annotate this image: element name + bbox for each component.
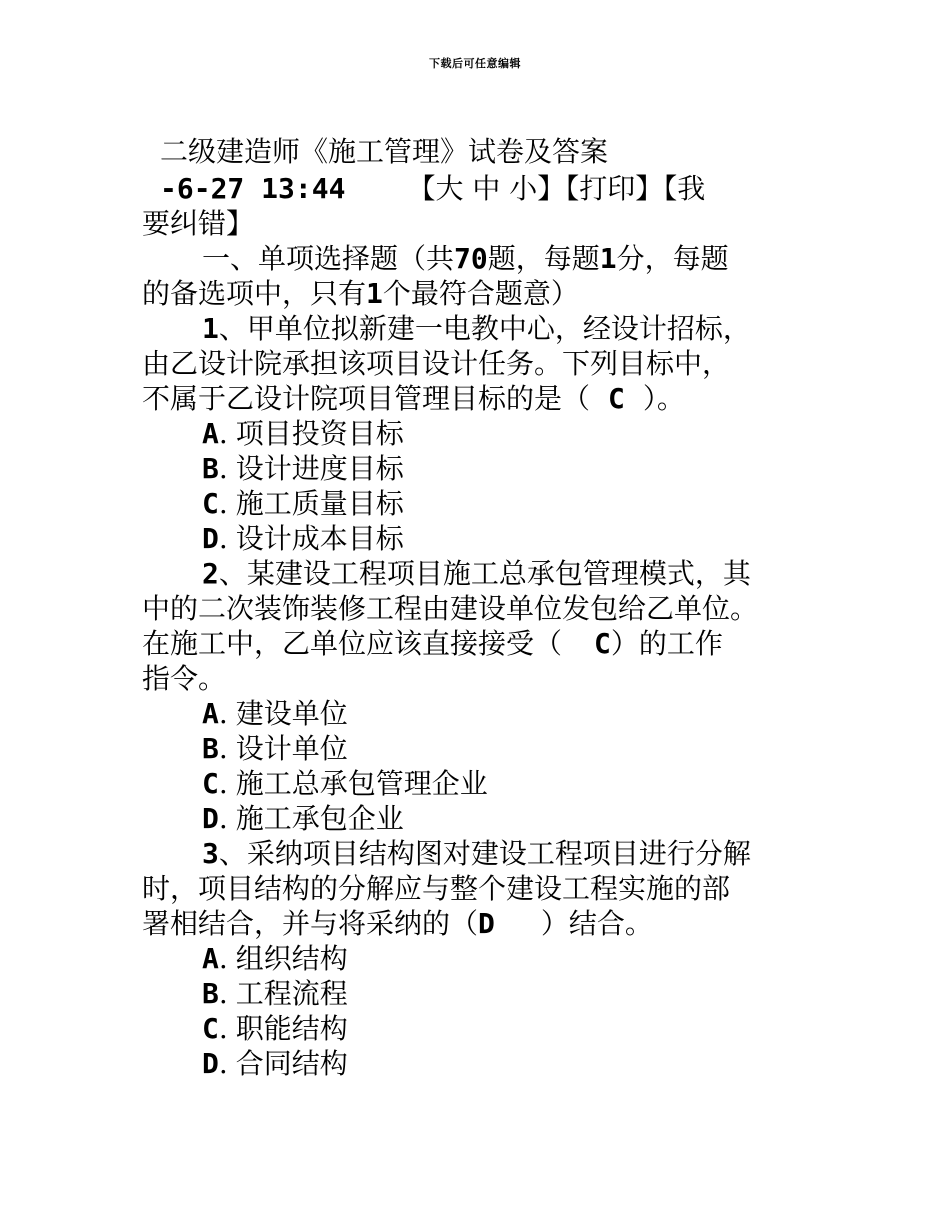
question-text: 、采纳项目结构图对建设工程项目进行分解 (218, 837, 751, 870)
question-1-stem-line-3 (142, 381, 814, 416)
question-1-stem-line-2: 由乙设计院承担该项目设计任务。下列目标中， (142, 347, 731, 380)
option-separator: . (218, 1047, 228, 1080)
option-text: 施工质量目标 (235, 487, 404, 520)
question-3-stem-line-3 (142, 906, 814, 941)
section-heading-line-2 (142, 276, 814, 311)
option-letter: B (202, 452, 219, 485)
option-separator: . (218, 487, 228, 520)
option-letter: C (202, 767, 219, 800)
option-separator: . (218, 417, 228, 450)
option-item (142, 976, 814, 1011)
option-letter: D (202, 1047, 219, 1080)
option-separator: . (218, 522, 228, 555)
answer-key: C (594, 627, 611, 660)
question-2-stem-line-2: 中的二次装饰装修工程由建设单位发包给乙单位。 (142, 592, 759, 625)
option-item (142, 416, 814, 451)
option-letter: D (202, 802, 219, 835)
option-text: 设计单位 (235, 732, 348, 765)
question-1-stem-line-1 (142, 311, 814, 346)
option-separator: . (218, 767, 228, 800)
publish-datetime: -6-27 13:44 (160, 172, 346, 205)
option-item (142, 731, 814, 766)
question-2-stem-line-3 (142, 626, 814, 661)
question-text: 、某建设工程项目施工总承包管理模式，其 (218, 557, 751, 590)
points-per-question: 1 (599, 242, 617, 275)
question-2-stem-line-1 (142, 556, 814, 591)
option-text: 设计成本目标 (235, 522, 404, 555)
question-text: 、甲单位拟新建一电教中心，经设计招标， (218, 312, 751, 345)
option-letter: C (202, 487, 219, 520)
option-text: 合同结构 (235, 1047, 348, 1080)
option-item (142, 1046, 814, 1081)
page-header-note: 下载后可任意编辑 (429, 57, 521, 70)
option-text: 设计进度目标 (235, 452, 404, 485)
question-text: 在施工中，乙单位应该直接接受（ (142, 627, 563, 660)
section-text: 题，每题 (487, 242, 600, 275)
option-separator: . (218, 732, 228, 765)
question-text: ）的工作 (610, 627, 723, 660)
option-letter: A (202, 417, 219, 450)
option-text: 职能结构 (235, 1012, 348, 1045)
article-meta-line (142, 171, 814, 206)
print-link[interactable]: 【打印】 (565, 172, 664, 205)
document-title: 二级建造师《施工管理》试卷及答案 (160, 135, 609, 168)
option-text: 建设单位 (235, 697, 348, 730)
question-2-stem-line-4: 指令。 (142, 662, 227, 695)
question-3-stem-line-1 (142, 836, 814, 871)
answer-key: C (608, 382, 625, 415)
option-text: 工程流程 (235, 977, 348, 1010)
report-error-link-part1[interactable]: 【我 (663, 172, 706, 205)
option-text: 组织结构 (235, 942, 348, 975)
report-error-link-part2[interactable]: 要纠错】 (142, 207, 255, 240)
option-letter: A (202, 942, 219, 975)
question-text: ）结合。 (540, 907, 653, 940)
option-item (142, 451, 814, 486)
option-separator: . (218, 697, 228, 730)
option-item (142, 801, 814, 836)
section-text: 的备选项中，只有 (142, 277, 367, 310)
question-text: 署相结合，并与将采纳的（ (142, 907, 479, 940)
option-item (142, 941, 814, 976)
option-item (142, 696, 814, 731)
option-item (142, 1011, 814, 1046)
question-number: 3 (202, 837, 219, 870)
option-separator: . (218, 977, 228, 1010)
font-size-controls[interactable]: 【大 中 小】 (407, 172, 566, 205)
option-letter: A (202, 697, 219, 730)
section-heading-line-1 (142, 241, 814, 276)
option-item (142, 521, 814, 556)
option-letter: D (202, 522, 219, 555)
option-letter: C (202, 1012, 219, 1045)
article-meta-line-2 (142, 206, 814, 241)
option-separator: . (218, 942, 228, 975)
document-body (142, 133, 814, 1081)
question-number: 1 (202, 312, 219, 345)
question-3-stem-line-2: 时，项目结构的分解应与整个建设工程实施的部 (142, 872, 731, 905)
section-text: 分，每题 (616, 242, 729, 275)
question-number: 2 (202, 557, 219, 590)
option-text: 施工承包企业 (235, 802, 404, 835)
answer-key: D (478, 907, 495, 940)
section-text: 个最符合题意） (382, 277, 579, 310)
option-separator: . (218, 452, 228, 485)
option-separator: . (218, 802, 228, 835)
question-text: ）。 (642, 382, 685, 415)
option-text: 项目投资目标 (235, 417, 404, 450)
option-item (142, 486, 814, 521)
section-text: 一、单项选择题（共 (202, 242, 455, 275)
option-letter: B (202, 732, 219, 765)
option-text: 施工总承包管理企业 (235, 767, 488, 800)
option-separator: . (218, 1012, 228, 1045)
correct-option-count: 1 (366, 277, 383, 310)
option-letter: B (202, 977, 219, 1010)
question-text: 不属于乙设计院项目管理目标的是（ (142, 382, 591, 415)
question-count: 70 (454, 242, 488, 275)
option-item (142, 766, 814, 801)
